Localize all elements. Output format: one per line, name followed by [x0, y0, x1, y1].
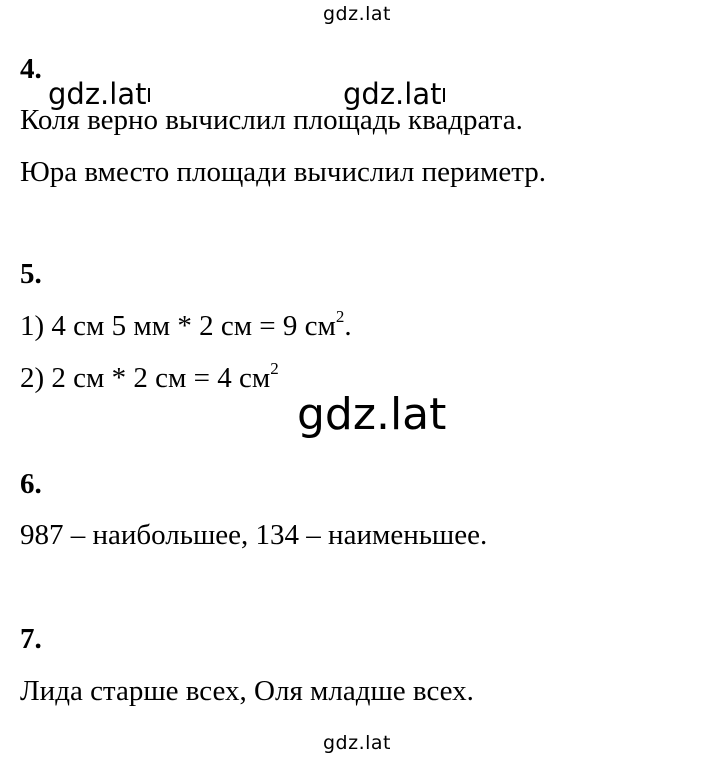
- section-5-line-1: 1) 4 см 5 мм * 2 см = 9 $см^2$.: [20, 307, 352, 342]
- watermark-right: gdz.lat: [343, 80, 445, 109]
- section-number-5: 5.: [20, 258, 42, 290]
- watermark-center: gdz.lat: [297, 389, 447, 440]
- section-number-4: 4.: [20, 53, 42, 85]
- watermark-bottom: gdz.lat: [323, 732, 392, 754]
- section-4-line-1: Коля верно вычислил площадь квадрата.: [20, 104, 523, 136]
- watermark-left: gdz.lat: [48, 80, 150, 109]
- section-number-6: 6.: [20, 468, 42, 500]
- section-4-line-2: Юра вместо площади вычислил периметр.: [20, 156, 546, 188]
- section-number-7: 7.: [20, 623, 42, 655]
- section-5-line-2: 2) 2 см * 2 см = 4 $см^2$: [20, 359, 279, 394]
- watermark-top: gdz.lat: [323, 3, 392, 25]
- section-6-line-1: 987 – наибольшее, 134 – наименьшее.: [20, 519, 488, 551]
- section-7-line-1: Лида старше всех, Оля младше всех.: [20, 675, 474, 707]
- superscript: 2: [335, 307, 345, 326]
- superscript: 2: [270, 359, 279, 378]
